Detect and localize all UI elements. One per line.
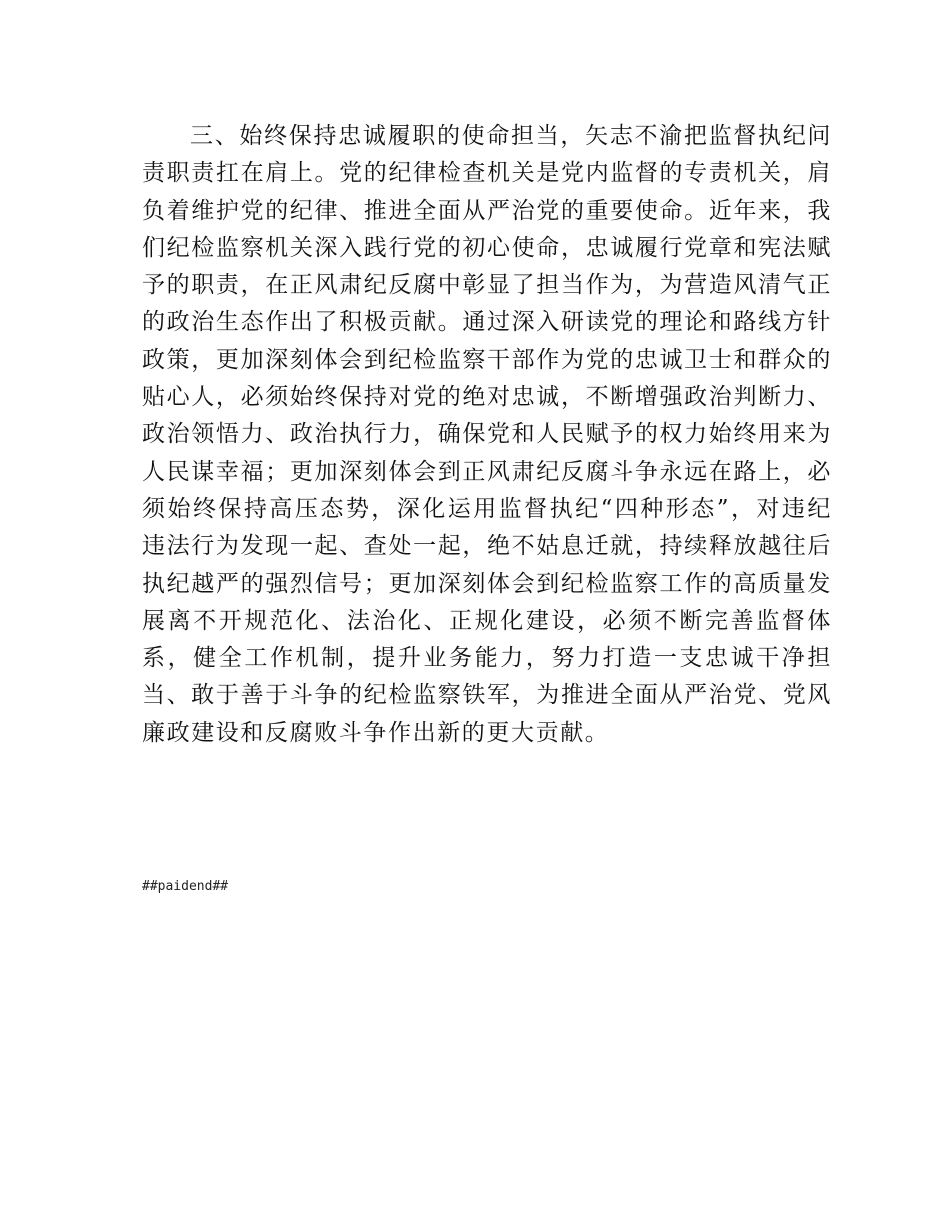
paid-end-marker: ##paidend## <box>142 879 229 894</box>
body-paragraph: 三、始终保持忠诚履职的使命担当，矢志不渝把监督执纪问责职责扛在肩上。党的纪律检查机关是党内监督的专责机关，肩负着维护党的纪律、推进全面从严治党的重要使命。近年来，我们纪检监察机关深入践行党的初心使命，忠诚履行党章和宪法赋予的职责，在正风肃纪反腐中彰显了担当作为，为营造风清气正的政治生态作出了积极贡献。通过深入研读党的理论和路线方针政策，更加深刻体会到纪检监察干部作为党的忠诚卫士和群众的贴心人，必须始终保持对党的绝对忠诚，不断增强政治判断力、政治领悟力、政治执行力，确保党和人民赋予的权力始终用来为人民谋幸福；更加深刻体会到正风肃纪反腐斗争永远在路上，必须始终保持高压态势，深化运用监督执纪“四种形态”，对违纪违法行为发现一起、查处一起，绝不姑息迁就，持续释放越往后执纪越严的强烈信号；更加深刻体会到纪检监察工作的高质量发展离不开规范化、法治化、正规化建设，必须不断完善监督体系，健全工作机制，提升业务能力，努力打造一支忠诚干净担当、敢于善于斗争的纪检监察铁军，为推进全面从严治党、党风廉政建设和反腐败斗争作出新的更大贡献。 <box>142 123 832 746</box>
